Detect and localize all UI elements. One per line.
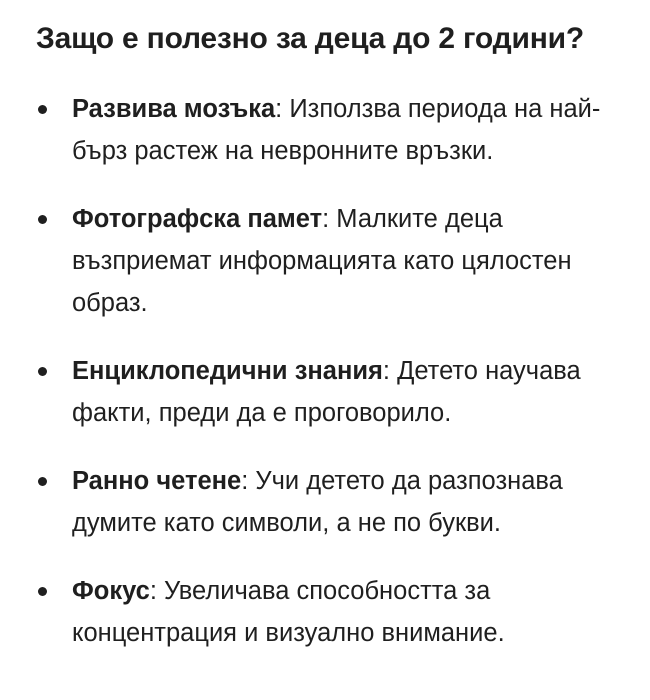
bullet-icon — [38, 477, 47, 486]
list-item-brain — [36, 88, 626, 172]
benefits-list — [36, 88, 626, 654]
item-term: Развива мозъка — [72, 95, 276, 123]
bullet-icon — [38, 587, 47, 596]
list-item-knowledge — [36, 350, 626, 434]
item-term: Фотографска памет — [72, 205, 323, 233]
list-item-focus — [36, 570, 626, 654]
item-term: Фокус — [72, 577, 150, 605]
bullet-icon — [38, 105, 47, 114]
bullet-icon — [38, 215, 47, 224]
list-item-memory — [36, 198, 626, 324]
item-text: : Учи детето да разпознава думите като символи, а не по букви. — [72, 467, 563, 537]
item-term: Енциклопедични знания — [72, 357, 383, 385]
list-item-reading — [36, 460, 626, 544]
item-term: Ранно четене — [72, 467, 242, 495]
item-text: : Увеличава способността за концентрация и визуално внимание. — [72, 577, 505, 647]
item-text: : Детето научава факти, преди да е проговорило. — [72, 357, 581, 427]
section-heading: Защо е полезно за деца до 2 години? — [36, 22, 585, 55]
bullet-icon — [38, 367, 47, 376]
item-text: : Използва периода на най-бърз растеж на невронните връзки. — [72, 95, 601, 165]
item-text: : Малките деца възприемат информацията като цялостен образ. — [72, 205, 572, 317]
